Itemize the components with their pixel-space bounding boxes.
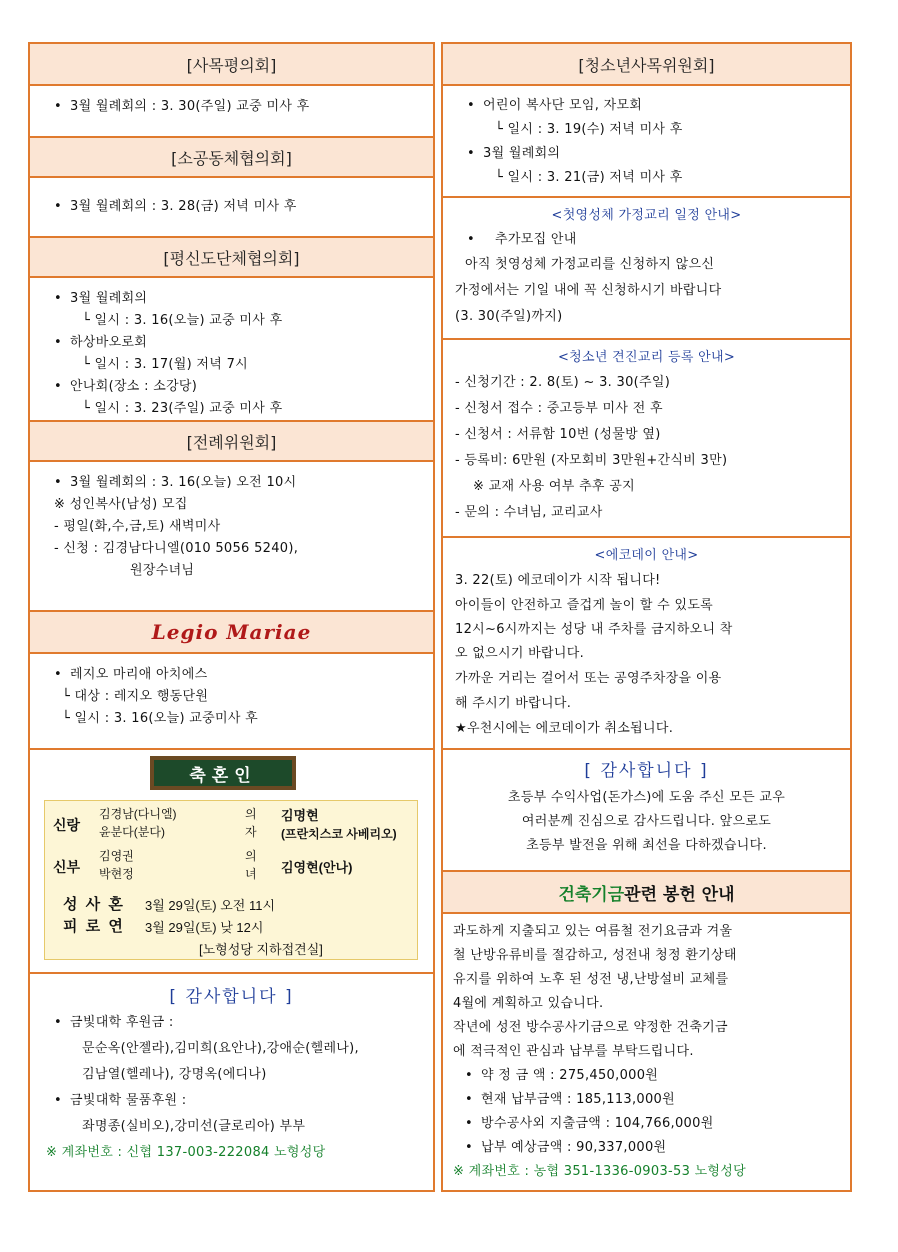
section-title: Legio Mariae [151, 620, 312, 644]
list-item: • 현재 납부금액 : 185,113,000원 [453, 1088, 840, 1112]
list-item: • 3월 월례회의 [455, 142, 838, 166]
right-thanks-section [443, 756, 850, 858]
body-text: 해 주시기 바랍니다. [455, 696, 572, 711]
body-text: 작년에 성전 방수공사기금으로 약정한 건축기금 [453, 1020, 728, 1035]
legio-mariae-header [30, 610, 433, 654]
banquet-time: 3월 29일(토) 낮 12시 [145, 920, 264, 935]
section-title: [사목평의회] [186, 55, 277, 75]
list-item: • 3월 월례회의 : 3. 30(주일) 교중 미사 후 [42, 96, 421, 118]
relation-2: 자 [245, 825, 257, 839]
body-text: 오 없으시기 바랍니다. [455, 646, 585, 661]
sacrament-time: 3월 29일(토) 오전 11시 [145, 898, 276, 913]
bride-name: 김영현(안나) [281, 860, 353, 875]
list-item: └ 일시 : 3. 17(월) 저녁 7시 [82, 357, 249, 372]
list-item: • 하상바오로회 [42, 332, 421, 354]
section-title: [청소년사목위원회] [578, 55, 715, 75]
building-fund-title: 건축기금 [558, 884, 625, 905]
right-column [441, 42, 852, 1192]
bulletin-page [28, 42, 852, 1192]
relation-3: 의 [245, 849, 257, 863]
bullet-icon: • [465, 1116, 473, 1131]
body-text: 에 적극적인 관심과 납부를 부탁드립니다. [453, 1044, 694, 1059]
list-item: ※ 성인복사(남성) 모집 [54, 497, 188, 512]
list-item: • 3월 월례회의 : 3. 16(오늘) 오전 10시 [42, 472, 421, 494]
list-item: - 신청서 접수 : 중고등부 미사 전 후 [455, 401, 663, 416]
body-text: 아이들이 안전하고 즐겁게 놀이 할 수 있도록 [455, 598, 714, 613]
bullet-icon: • [467, 146, 475, 161]
thanks-title: [ 감사합니다 ] [584, 761, 709, 781]
small-community-header [30, 136, 433, 178]
body-text: 아직 첫영성체 가정교리를 신청하지 않으신 [465, 257, 715, 272]
list-item: • 3월 월례회의 : 3. 28(금) 저녁 미사 후 [42, 196, 421, 218]
legio-mariae-body [30, 664, 433, 730]
confirmation-section [443, 346, 850, 526]
body-text: 4월에 계획하고 있습니다. [453, 996, 604, 1011]
list-item: • 약 정 금 액 : 275,450,000원 [453, 1064, 840, 1088]
list-item: └ 일시 : 3. 23(주일) 교중 미사 후 [82, 401, 283, 416]
bullet-icon: • [54, 475, 62, 490]
divider [30, 972, 433, 974]
groom-label: 신랑 [53, 817, 81, 833]
small-community-body [30, 196, 433, 218]
body-text: (3. 30(주일)까지) [455, 309, 563, 324]
laity-council-header [30, 236, 433, 278]
thanks-title: [ 감사합니다 ] [169, 987, 294, 1007]
list-item: • 추가모집 안내 [455, 228, 838, 252]
list-item: - 신청서 : 서류함 10번 (성물방 옆) [455, 427, 661, 442]
body-text: 가정에서는 기일 내에 꼭 신청하시기 바랍니다 [455, 283, 722, 298]
bullet-icon: • [467, 232, 475, 247]
left-thanks-section [30, 984, 433, 1166]
divider [30, 748, 433, 750]
list-item: ※ 교재 사용 여부 추후 공지 [473, 479, 635, 494]
pastoral-council-body [30, 96, 433, 118]
account-number: ※ 계좌번호 : 신협 137-003-222084 노형성당 [46, 1145, 326, 1160]
body-text: 가까운 거리는 걸어서 또는 공영주차장을 이용 [455, 671, 722, 686]
wedding-announcement [44, 800, 418, 960]
liturgy-committee-header [30, 420, 433, 462]
divider [443, 196, 850, 198]
list-item: • 레지오 마리애 아치에스 [42, 664, 421, 686]
sacrament-label: 성 사 혼 [63, 896, 125, 913]
youth-committee-body [443, 94, 850, 190]
bride-label: 신부 [53, 859, 81, 875]
bullet-icon: • [54, 1015, 62, 1030]
section-title: <청소년 견진교리 등록 안내> [557, 350, 736, 365]
bullet-icon: • [54, 291, 62, 306]
building-fund-title-suffix: 관련 봉헌 안내 [624, 884, 735, 905]
list-item: - 신청 : 김경남다니엘(010 5056 5240), [54, 541, 299, 556]
body-text: 여러분께 진심으로 감사드립니다. 앞으로도 [521, 814, 772, 829]
list-item: └ 일시 : 3. 16(오늘) 교중미사 후 [62, 711, 259, 726]
first-communion-section [443, 204, 850, 330]
list-item: • 금빛대학 물품후원 : [42, 1088, 421, 1114]
list-item: └ 일시 : 3. 16(오늘) 교중 미사 후 [82, 313, 283, 328]
bride-parent-1: 김영권 [99, 849, 134, 863]
list-item: └ 대상 : 레지오 행동단원 [62, 689, 209, 704]
bullet-icon: • [465, 1140, 473, 1155]
account-number: ※ 계좌번호 : 농협 351-1336-0903-53 노형성당 [453, 1164, 747, 1179]
divider [443, 338, 850, 340]
section-title: [소공동체협의회] [171, 148, 292, 168]
list-item: └ 일시 : 3. 21(금) 저녁 미사 후 [495, 170, 683, 185]
banquet-place: [노형성당 지하접견실] [199, 942, 323, 957]
building-fund-body [443, 920, 850, 1184]
relation-1: 의 [245, 807, 257, 821]
section-title: [전례위원회] [186, 432, 277, 452]
list-item: • 어린이 복사단 모임, 자모회 [455, 94, 838, 118]
body-text: 초등부 수익사업(돈가스)에 도움 주신 모든 교우 [507, 790, 786, 805]
liturgy-committee-body [30, 472, 433, 582]
list-item: 원장수녀님 [130, 563, 195, 578]
list-item: • 납부 예상금액 : 90,337,000원 [453, 1136, 840, 1160]
section-title: <에코데이 안내> [594, 548, 699, 563]
list-item: - 등록비: 6만원 (자모회비 3만원+간식비 3만) [455, 453, 728, 468]
groom-name: 김명현 [281, 808, 319, 823]
divider [443, 748, 850, 750]
bullet-icon: • [54, 335, 62, 350]
bullet-icon: • [465, 1068, 473, 1083]
list-item: - 신청기간 : 2. 8(토) ~ 3. 30(주일) [455, 375, 671, 390]
bride-parent-2: 박현정 [99, 867, 134, 881]
bullet-icon: • [54, 99, 62, 114]
list-item: 좌명종(실비오),강미선(글로리아) 부부 [82, 1119, 306, 1134]
ecoday-section [443, 544, 850, 742]
list-item: └ 일시 : 3. 19(수) 저녁 미사 후 [495, 122, 683, 137]
bullet-icon: • [465, 1092, 473, 1107]
body-text: ★우천시에는 에코데이가 취소됩니다. [455, 721, 674, 736]
wedding-title: 축혼인 [189, 765, 257, 786]
bullet-icon: • [467, 98, 475, 113]
list-item: • 방수공사외 지출금액 : 104,766,000원 [453, 1112, 840, 1136]
body-text: 12시~6시까지는 성당 내 주차를 금지하오니 착 [455, 622, 733, 637]
body-text: 과도하게 지출되고 있는 여름철 전기요금과 겨울 [453, 924, 733, 939]
bullet-icon: • [54, 199, 62, 214]
body-text: 3. 22(토) 에코데이가 시작 됩니다! [455, 573, 661, 588]
divider [443, 536, 850, 538]
list-item: - 문의 : 수녀님, 교리교사 [455, 505, 603, 520]
bullet-icon: • [54, 379, 62, 394]
building-fund-header [443, 870, 850, 914]
groom-parent-1: 김경남(다니엘) [99, 807, 177, 821]
body-text: 철 난방유류비를 절감하고, 성전내 청정 환기상태 [453, 948, 737, 963]
section-title: [평신도단체협의회] [163, 248, 300, 268]
list-item: 김남열(헬레나), 강명옥(에디나) [82, 1067, 267, 1082]
section-title: <첫영성체 가정교리 일정 안내> [551, 208, 742, 223]
list-item: • 안나회(장소 : 소강당) [42, 376, 421, 398]
left-column [28, 42, 435, 1192]
pastoral-council-header [30, 44, 433, 86]
list-item: 문순옥(안젤라),김미희(요안나),강애순(헬레나), [82, 1041, 359, 1056]
bullet-icon: • [54, 667, 62, 682]
groom-saint-name: (프란치스코 사베리오) [281, 827, 397, 841]
laity-council-body [30, 288, 433, 420]
list-item: • 금빛대학 후원금 : [42, 1010, 421, 1036]
list-item: • 3월 월례회의 [42, 288, 421, 310]
list-item: - 평일(화,수,금,토) 새벽미사 [54, 519, 221, 534]
banquet-label: 피 로 연 [63, 918, 125, 935]
body-text: 유지를 위하여 노후 된 성전 냉,난방설비 교체를 [453, 972, 729, 987]
bullet-icon: • [54, 1093, 62, 1108]
wedding-chalkboard [150, 756, 296, 790]
youth-committee-header [443, 44, 850, 86]
body-text: 초등부 발전을 위해 최선을 다하겠습니다. [526, 838, 767, 853]
groom-parent-2: 윤분다(분다) [99, 825, 165, 839]
relation-4: 녀 [245, 867, 257, 881]
